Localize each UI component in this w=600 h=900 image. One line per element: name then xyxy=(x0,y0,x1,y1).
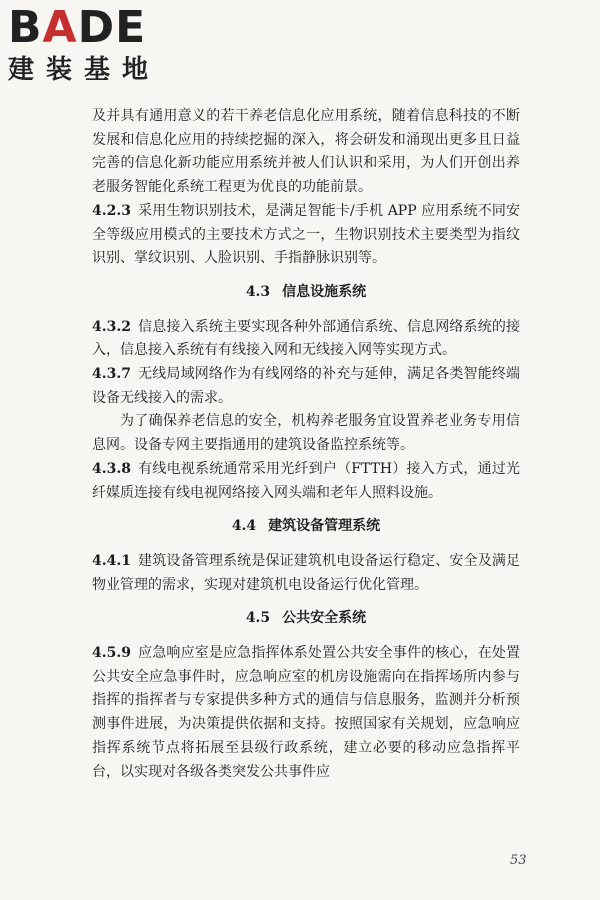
clause-4-3-2: 4.3.2 信息接入系统主要实现各种外部通信系统、信息网络系统的接入，信息接入系统有有线接入网和无线接入网等实现方式。 xyxy=(92,318,520,359)
section-heading-4-3: 4.3 信息设施系统 xyxy=(245,283,367,300)
section-heading-4-4: 4.4 建筑设备管理系统 xyxy=(231,518,381,535)
clause-4-2-3: 4.2.3 采用生物识别技术，是满足智能卡/手机 APP 应用系统不同安全等级应用模式的主要技术方式之一，生物识别技术主要类型为指纹识别、掌纹识别、人脸识别、手指静脉识别等。 xyxy=(92,202,520,267)
section-heading-4-5: 4.5 公共安全系统 xyxy=(245,610,367,627)
clause-4-3-7: 4.3.7 无线局域网络作为有线网络的补充与延伸，满足各类智能终端设备无线接入的需求。 xyxy=(92,366,520,406)
clause-number: 4.2.3 xyxy=(92,202,131,219)
clause-4-4-1: 4.4.1 建筑设备管理系统是保证建筑机电设备运行稳定、安全及满足物业管理的需求，实现对建筑机电设备运行优化管理。 xyxy=(92,552,520,593)
clause-number: 4.3.2 xyxy=(92,318,131,335)
clause-number: 4.3.8 xyxy=(92,460,131,477)
page-body xyxy=(92,105,520,784)
paragraph: 及并具有通用意义的若干养老信息化应用系统，随着信息科技的不断发展和信息化应用的持续挖掘的深入，将会研发和涌现出更多且日益完善的信息化新功能应用系统并被人们认识和采用，为人们开创出养老服务智能化系统工程更为优良的功能前景。 xyxy=(92,108,520,196)
clause-4-3-8: 4.3.8 有线电视系统通常采用光纤到户（FTTH）接入方式，通过光纤媒质连接有线电视网络接入网头端和老年人照料设施。 xyxy=(92,460,520,501)
logo-wordmark: BADE xyxy=(8,2,147,53)
logo-subtitle: 建装基地 xyxy=(8,55,161,85)
logo xyxy=(8,4,160,86)
logo-accent-letter: A xyxy=(42,2,78,53)
clause-number: 4.5.9 xyxy=(92,645,131,662)
clause-number: 4.3.7 xyxy=(92,366,131,383)
clause-number: 4.4.1 xyxy=(92,552,131,569)
clause-4-5-9: 4.5.9 应急响应室是应急指挥体系处置公共安全事件的核心，在处置公共安全应急事件时，应急响应室的机房设施需向在指挥场所内参与指挥的指挥者与专家提供多种方式的通信与信息服务，监测并分析预测事件进展，为决策提供依据和支持。按照国家有关规划，应急响应指挥系统节点将拓展至县级行政系统，建立必要的移动应急指挥平台，以实现对各级各类突发公共事件应 xyxy=(92,645,520,780)
paragraph: 为了确保养老信息的安全，机构养老服务宜设置养老业务专用信息网。设备专网主要指通用的建筑设备监控系统等。 xyxy=(92,413,520,454)
page-number: 53 xyxy=(510,853,527,868)
